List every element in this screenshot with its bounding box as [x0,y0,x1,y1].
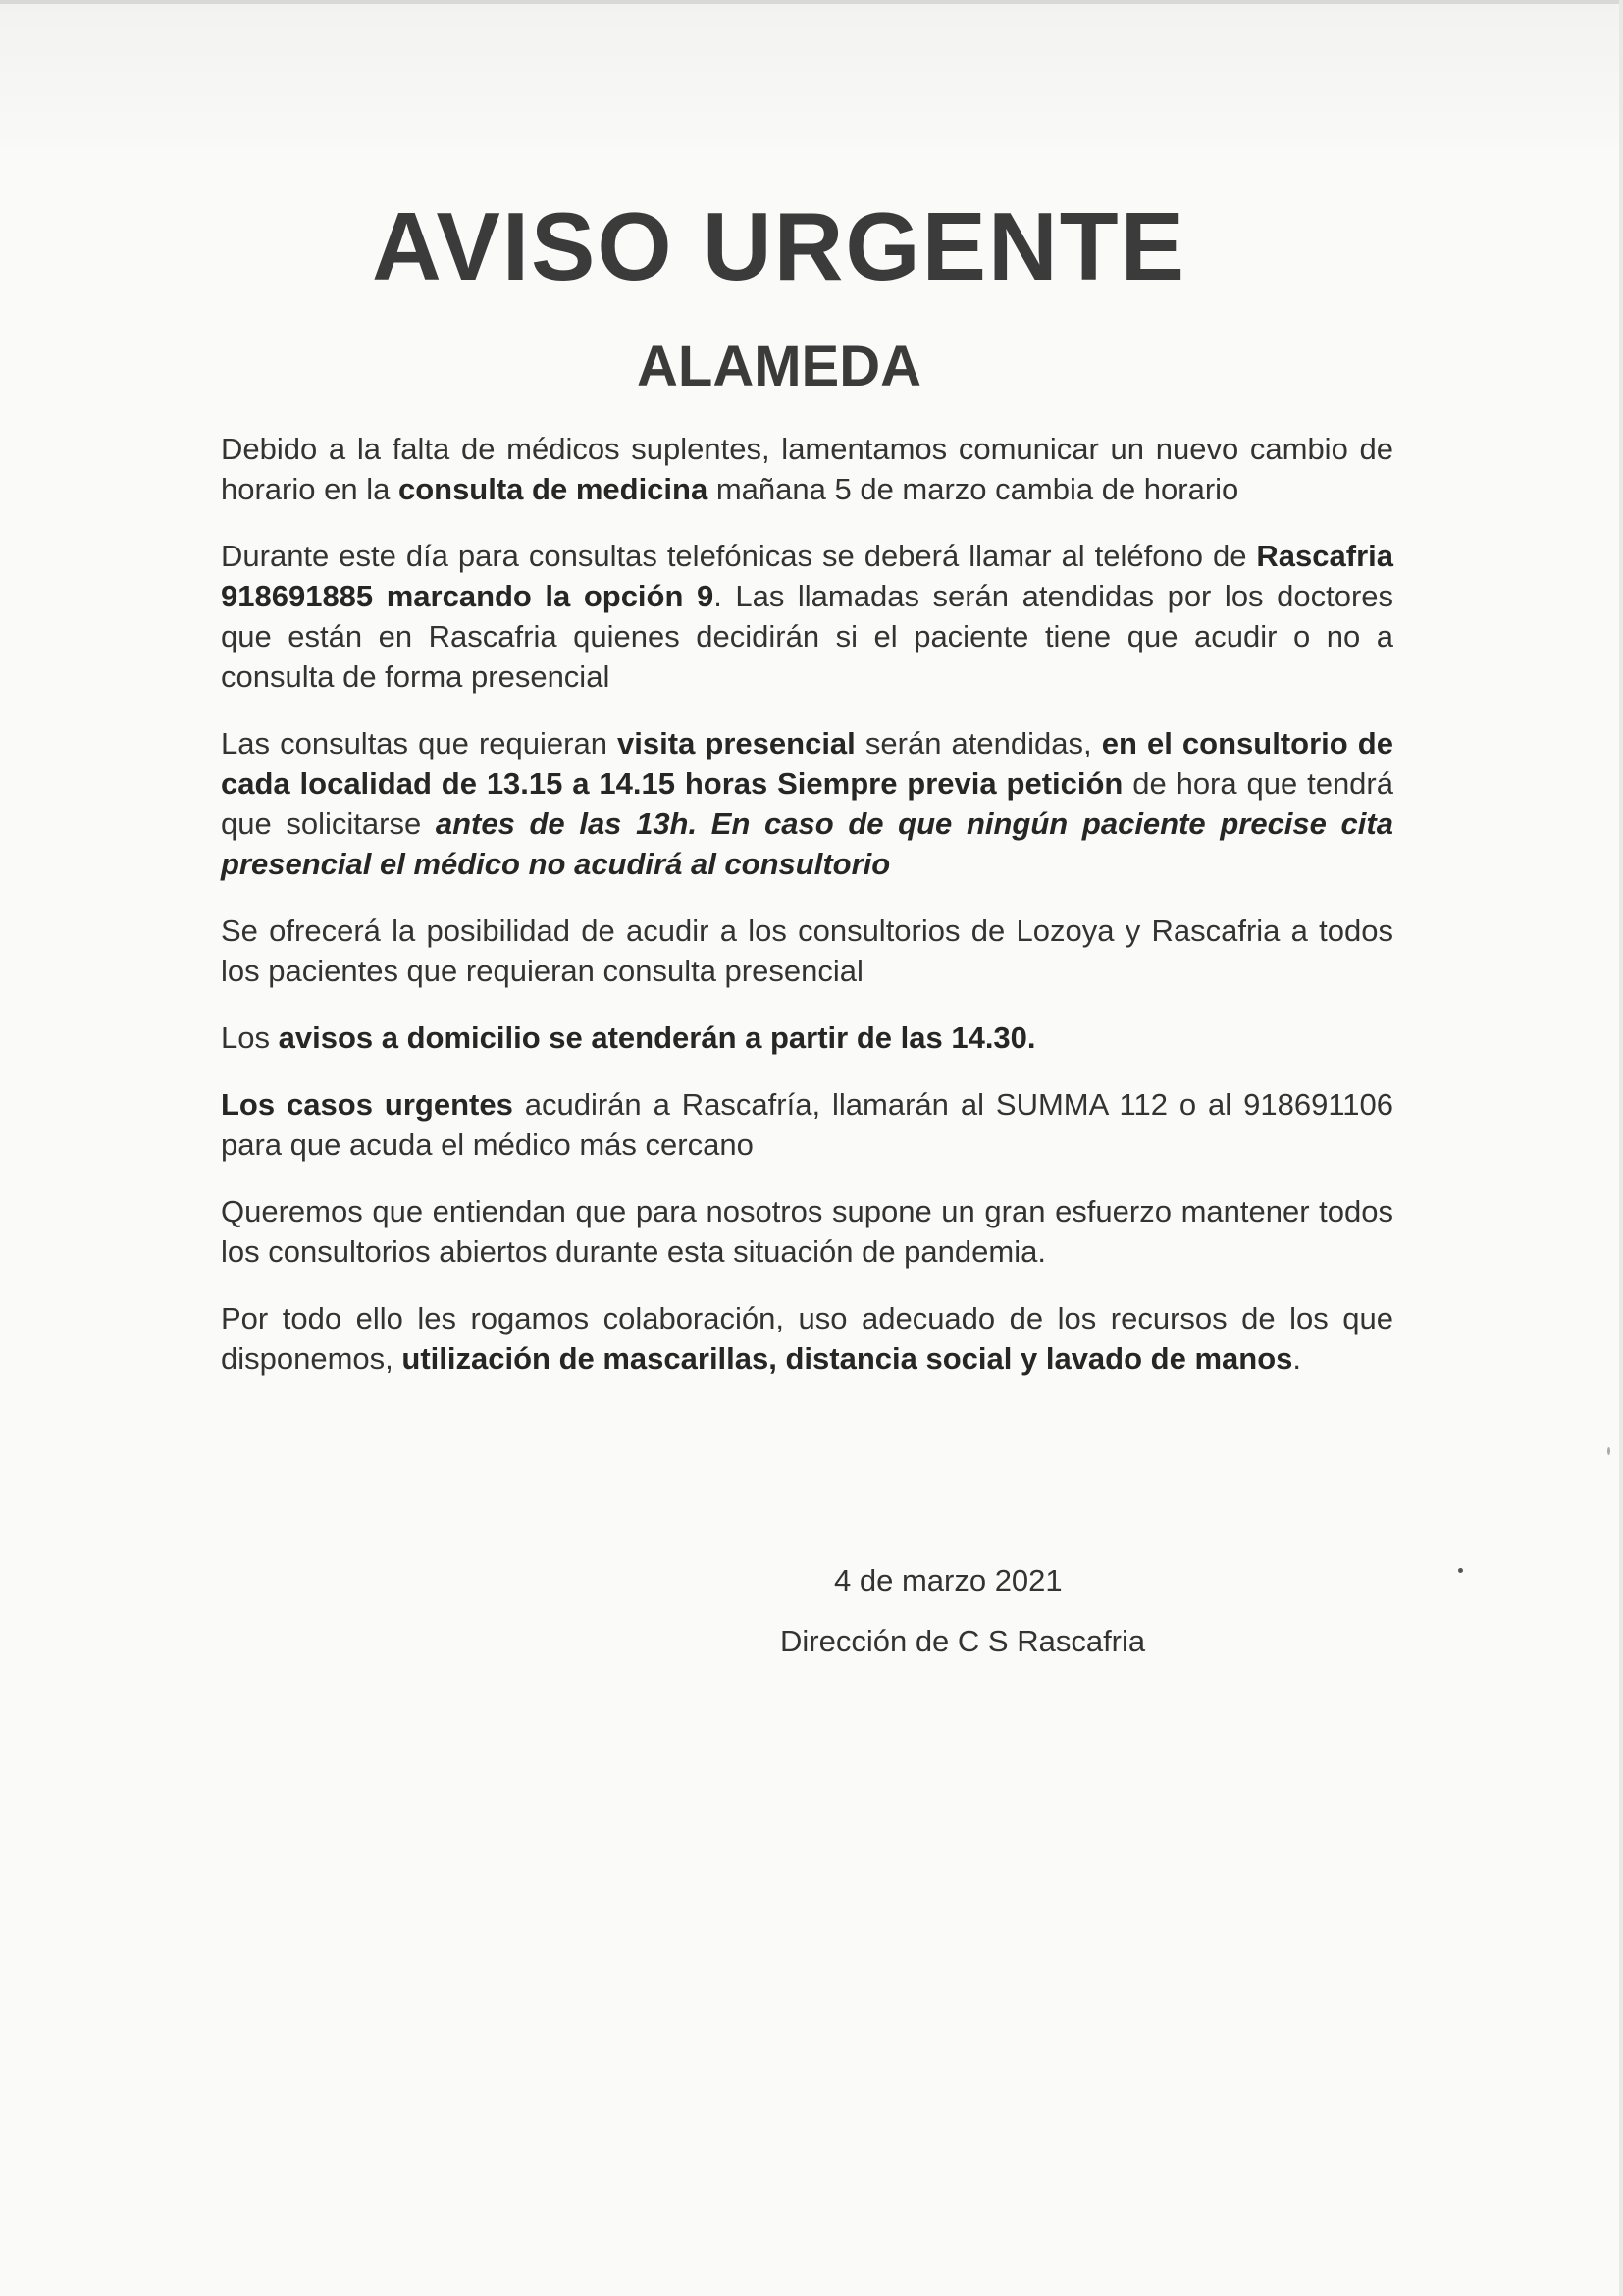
notice-body [221,429,1393,1405]
paragraph-home-visits: Los avisos a domicilio se atenderán a partir de las 14.30. [221,1020,1036,1055]
scan-speck [1607,1447,1610,1455]
paragraph-effort: Queremos que entiendan que para nosotros supone un gran esfuerzo mantener todos los consultorios abiertos durante esta situación de pandemia. [221,1194,1393,1269]
scan-top-shading [0,0,1623,147]
scan-top-edge [0,0,1623,4]
notice-signer: Dirección de C S Rascafria [780,1624,1146,1658]
paragraph-collaboration: Por todo ello les rogamos colaboración, uso adecuado de los recursos de los que disponemos, utilización de mascarillas, distancia social y lavado de manos. [221,1301,1393,1376]
paragraph-urgent-cases: Los casos urgentes acudirán a Rascafría, llamarán al SUMMA 112 o al 918691106 para que acuda el médico más cercano [221,1087,1393,1162]
signature-block [780,1550,1145,1672]
paragraph-phone-consultations: Durante este día para consultas telefónicas se deberá llamar al teléfono de Rascafria 918691885 marcando la opción 9. Las llamadas serán atendidas por los doctores que están en Rascafria quienes decidirán si el paciente tiene que acudir o no a consulta de forma presencial [221,539,1394,694]
notice-date: 4 de marzo 2021 [834,1563,1063,1597]
paragraph-schedule-change: Debido a la falta de médicos suplentes, lamentamos comunicar un nuevo cambio de horario en la consulta de medicina mañana 5 de marzo cambia de horario [221,432,1393,506]
scan-speck [1458,1568,1463,1573]
notice-subtitle: ALAMEDA [637,335,921,398]
notice-title: AVISO URGENTE [371,192,1187,300]
paragraph-in-person-visits: Las consultas que requieran visita presencial serán atendidas, en el consultorio de cada localidad de 13.15 a 14.15 horas Siempre previa petición de hora que tendrá que solicitarse antes de las 13h. En caso de que ningún paciente precise cita presencial el médico no acudirá al consultorio [221,726,1393,881]
scan-right-edge [1619,0,1623,2296]
paragraph-other-clinics: Se ofrecerá la posibilidad de acudir a los consultorios de Lozoya y Rascafria a todos los pacientes que requieran consulta presencial [221,913,1393,988]
